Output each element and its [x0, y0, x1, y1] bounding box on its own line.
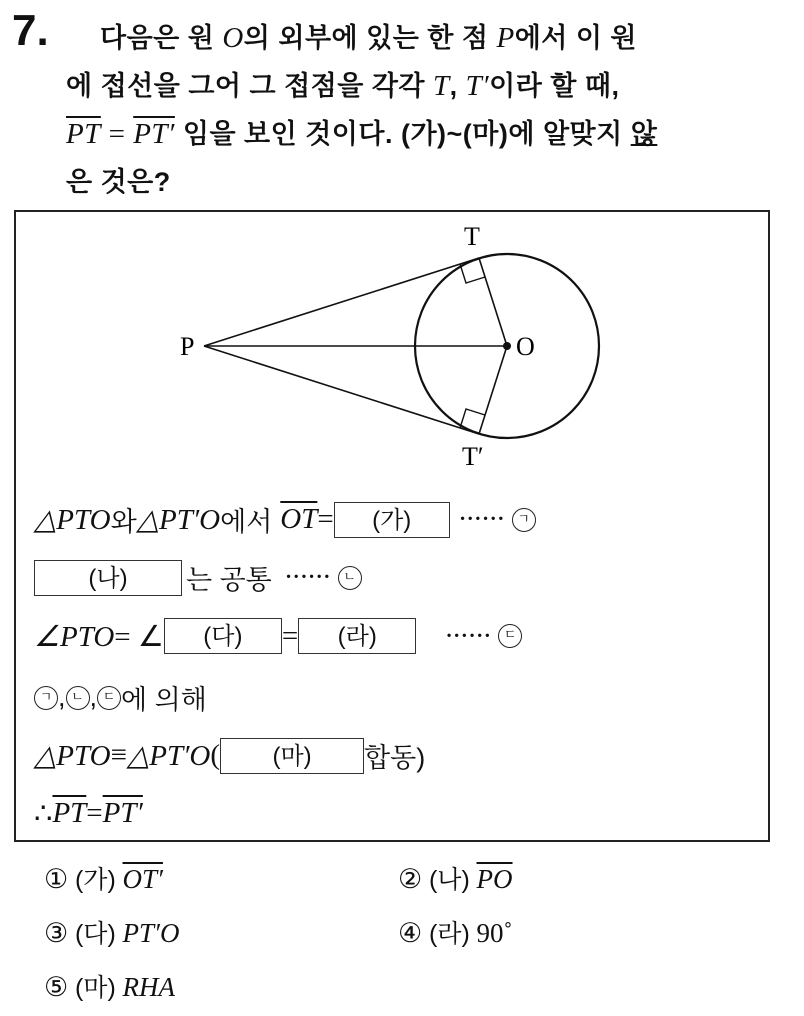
equals-sign: = — [100, 118, 134, 150]
proof-text: 합동) — [364, 743, 426, 773]
separator: , — [89, 682, 98, 712]
question-text: 이라 할 때, — [489, 71, 620, 101]
proof-line-1 — [34, 500, 536, 539]
segment-PT: $\overline{PT}$ — [66, 118, 101, 150]
choice-number: ④ — [398, 918, 423, 948]
math-var-Tprime: T′ — [465, 70, 490, 102]
choice-number: ② — [398, 864, 423, 894]
circle-mark-digeut: ㄷ — [97, 686, 121, 710]
proof-text: 에 의해 — [121, 685, 207, 715]
question-text: 에 접선을 그어 그 접점을 각각 — [66, 71, 433, 101]
label-O: O — [516, 332, 535, 361]
question-line-1 — [100, 16, 637, 55]
dots: ······ — [457, 503, 504, 535]
equals-sign: = — [281, 619, 299, 652]
choice-label: (나) — [428, 866, 470, 894]
question-text: 의 외부에 있는 한 점 — [243, 23, 497, 53]
radius-OTprime — [479, 346, 507, 434]
label-P: P — [180, 332, 195, 361]
choice-answer: 90˚ — [476, 918, 513, 948]
question-line-3 — [66, 112, 657, 151]
paren-open: ( — [210, 739, 221, 771]
choice-answer: PT′O — [122, 918, 180, 948]
proof-line-2 — [34, 558, 362, 597]
choice-number: ③ — [44, 918, 69, 948]
choice-4[interactable] — [398, 914, 513, 950]
choice-2[interactable] — [398, 860, 513, 896]
segment-PTprime: PT′ — [102, 797, 143, 829]
math-var-T: T — [433, 70, 450, 102]
equals-angle: = ∠ — [114, 620, 164, 653]
emphasis-not: 않 — [630, 119, 658, 149]
question-line-2 — [66, 64, 619, 103]
question-number: 7. — [12, 6, 49, 55]
proof-line-6 — [34, 796, 143, 831]
choice-label: (마) — [74, 974, 116, 1002]
dots: ······ — [444, 619, 491, 652]
choice-answer: OT′ — [122, 864, 163, 894]
label-T: T — [464, 222, 480, 251]
triangle-PTprimeO: △PT′O — [136, 504, 221, 536]
question-text: 임을 보인 것이다. (가)~(마)에 알맞지 — [174, 119, 631, 149]
equals-sign: = — [317, 503, 334, 535]
equals-sign: = — [86, 797, 103, 829]
congruent-sign: ≡ — [110, 739, 127, 771]
choice-answer: RHA — [122, 972, 176, 1002]
blank-da: (다) — [164, 618, 282, 654]
question-text: , — [449, 71, 466, 101]
circle-mark-digeut: ㄷ — [498, 624, 522, 648]
blank-na: (나) — [34, 560, 182, 596]
proof-text: 는 공통 — [186, 565, 272, 595]
circle-mark-nieun: ㄴ — [66, 686, 90, 710]
choice-number: ① — [44, 864, 69, 894]
blank-ma: (마) — [220, 738, 364, 774]
question-line-4: 은 것은? — [66, 167, 171, 197]
triangle-PTO: △PTO — [34, 740, 111, 772]
blank-ga: (가) — [334, 502, 450, 538]
tangent-PTprime — [204, 346, 479, 434]
radius-OT — [479, 258, 507, 346]
separator: , — [58, 682, 66, 712]
triangle-PTO: △PTO — [34, 504, 111, 536]
circle-mark-nieun: ㄴ — [338, 566, 362, 590]
segment-PT: $\overline{PT}$ — [52, 797, 87, 829]
triangle-PTprimeO: △PT′O — [126, 740, 211, 772]
proof-text: 와 — [110, 507, 137, 537]
choice-label: (라) — [428, 920, 470, 948]
segment-OT: $\overline{OT}$ — [280, 503, 318, 535]
choice-label: (다) — [74, 920, 116, 948]
question-text: 에서 이 원 — [514, 23, 638, 53]
therefore-sign: ∴ — [34, 798, 53, 830]
choice-label: (가) — [74, 866, 116, 894]
proof-text: 에서 — [220, 507, 273, 537]
segment-PTprime: PT′ — [133, 118, 175, 150]
proof-line-4 — [34, 678, 207, 717]
dots: ······ — [283, 561, 330, 593]
circle-mark-giyeok: ㄱ — [512, 508, 536, 532]
choice-answer: $\overline{PO}$ — [476, 864, 513, 894]
center-point-O — [503, 342, 511, 350]
math-var-P: P — [496, 22, 515, 54]
angle-PTO: ∠PTO — [34, 620, 115, 653]
blank-ra: (라) — [298, 618, 416, 654]
choice-1[interactable] — [44, 860, 163, 896]
proof-line-3 — [34, 618, 522, 654]
question-text: 다음은 원 — [100, 23, 223, 53]
math-var-O: O — [222, 22, 244, 54]
tangent-PT — [204, 258, 479, 346]
geometry-diagram — [16, 212, 768, 480]
choice-3[interactable] — [44, 914, 179, 950]
proof-line-5 — [34, 736, 425, 775]
label-Tprime: T′ — [462, 442, 484, 471]
choice-number: ⑤ — [44, 972, 69, 1002]
circle-mark-giyeok: ㄱ — [34, 686, 58, 710]
choice-5[interactable] — [44, 968, 175, 1004]
proof-box — [14, 210, 770, 842]
